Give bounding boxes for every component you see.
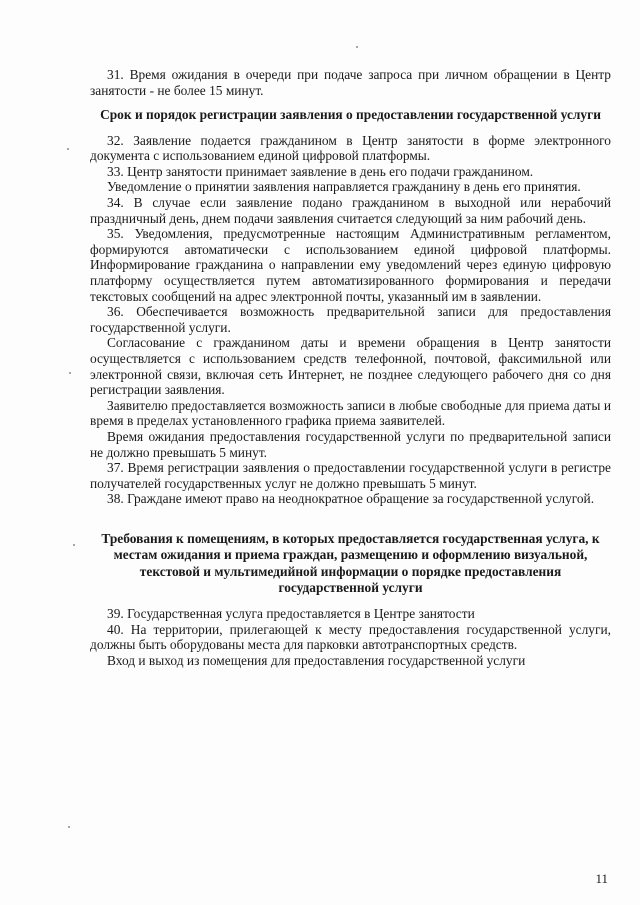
- paragraph-35: 35. Уведомления, предусмотренные настоящим Административным регламентом, формируются автоматически с использованием единой цифровой платформы. Информирование гражданина о направлении ему уведомлений через единую цифровую платформу осуществляется путем автоматизированного формирования и передачи текстовых сообщений на адрес электронной почты, указанный им в заявлении.: [90, 226, 611, 304]
- page-number: 11: [595, 871, 608, 886]
- paragraph-33-notice: Уведомление о принятии заявления направляется гражданину в день его принятия.: [107, 179, 581, 195]
- paragraph-36-booking: Заявителю предоставляется возможность записи в любые свободные для приема даты и время в пределах установленного графика приема заявителей.: [90, 397, 611, 429]
- paragraph-39: 39. Государственная услуга предоставляется в Центре занятости: [107, 605, 475, 621]
- paragraph-37: 37. Время регистрации заявления о предоставлении государственной услуги в регистре получателей государственных услуг не должно превышать 5 минут.: [90, 460, 611, 491]
- scan-speck: [356, 46, 358, 48]
- paragraph-31: 31. Время ожидания в очереди при подаче запроса при личном обращении в Центр занятости - не более 15 минут.: [90, 67, 611, 98]
- paragraph-40-entrance: Вход и выход из помещения для предоставления государственной услуги: [107, 652, 526, 668]
- scan-speck: [73, 544, 75, 546]
- paragraph-33: 33. Центр занятости принимает заявление в день его подачи гражданином.: [107, 163, 534, 179]
- paragraph-36: 36. Обеспечивается возможность предварительной записи для предоставления государственной услуги.: [90, 304, 611, 335]
- paragraph-38: 38. Граждане имеют право на неоднократное обращение за государственной услугой.: [107, 491, 595, 507]
- scan-speck: [68, 826, 70, 828]
- section-heading-registration: Срок и порядок регистрации заявления о предоставлении государственной услуги: [100, 107, 601, 123]
- section-heading-premises: Требования к помещениям, в которых предоставляется государственная услуга, к местам ожидания и приема граждан, размещению и оформлению визуальной, текстовой и мультимедийной информации о порядке предоставления государственной услуги: [101, 530, 600, 596]
- scan-speck: [69, 372, 71, 374]
- paragraph-36-agreement: Согласование с гражданином даты и времени обращения в Центр занятости осуществляется с использованием средств телефонной, почтовой, факсимильной или электронной связи, включая сеть Интернет, не позднее следующего рабочего дня со дня регистрации заявления.: [90, 335, 611, 398]
- paragraph-34: 34. В случае если заявление подано гражданином в выходной или нерабочий праздничный день, днем подачи заявления считается следующий за ним рабочий день.: [90, 195, 611, 226]
- paragraph-40: 40. На территории, прилегающей к месту предоставления государственной услуги, должны быть оборудованы места для парковки автотранспортных средств.: [90, 621, 611, 653]
- paragraph-32: 32. Заявление подается гражданином в Центр занятости в форме электронного документа с использованием единой цифровой платформы.: [90, 132, 611, 164]
- paragraph-36-wait: Время ожидания предоставления государственной услуги по предварительной записи не должно превышать 5 минут.: [90, 428, 611, 460]
- scan-speck: [67, 148, 69, 150]
- document-body: [90, 67, 611, 668]
